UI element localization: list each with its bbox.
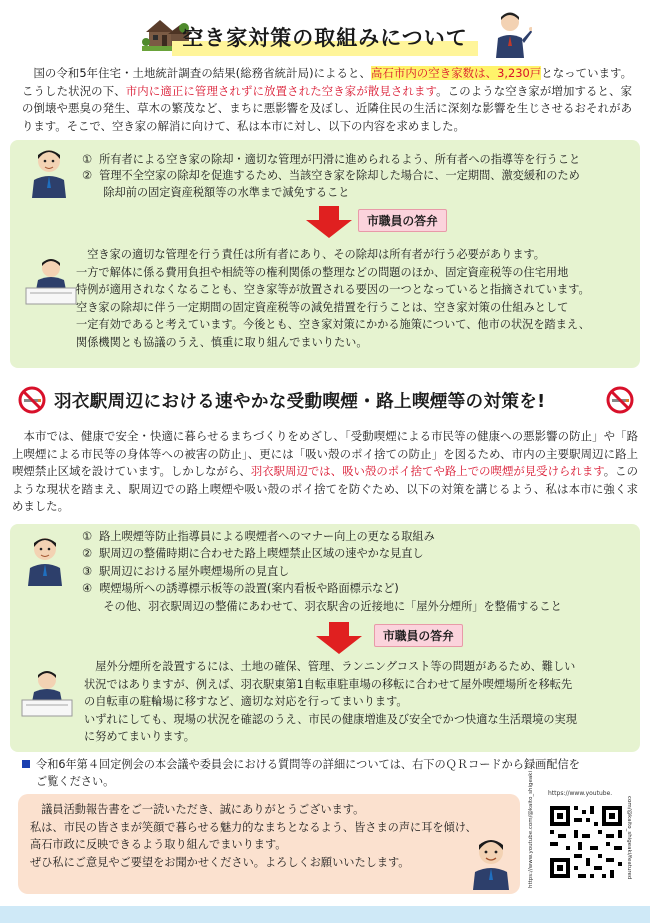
section1-intro-warning: 市内に適正に管理されずに放置された空き家が散見されます [125,83,437,98]
section2-requests [82,528,637,615]
section1-answer [76,246,636,352]
answer-line: 屋外分煙所を設置するには、土地の確保、管理、ランニングコスト等の問題があるため、難しい [84,660,576,673]
answer-line: 一方で解体に係る費用負担や相続等の権利関係の整理などの問題のほか、固定資産税等の住宅用地 [76,265,569,279]
request-item: 除却前の固定資産税額等の水準まで減免すること [82,185,350,199]
closing-message [30,801,520,871]
answer-line: いずれにしても、現場の状況を確認のうえ、市民の健康増進及び安全でかつ快適な生活環境の実現 [84,712,577,726]
section1-title: 空き家対策の取組みについて [172,18,478,56]
section2-answer [84,658,636,746]
answer-badge: 市職員の答弁 [358,209,447,232]
notice-line: 令和6年第４回定例会の本会議や委員会における質問等の詳細については、右下のＱＲコードから録画配信を [36,758,580,771]
section2-intro-warning: 羽衣駅周辺では、吸い殻のポイ捨てや路上での喫煙が見受けられます [250,464,604,478]
no-smoking-icon [606,386,634,418]
section1-requests [82,152,637,201]
councilor-icon [468,834,514,890]
official-icon [20,668,74,718]
answer-line: 空き家の適切な管理を行う責任は所有者にあり、その除却は所有者が行う必要があります。 [76,248,545,261]
request-item: ① 路上喫煙等防止指導員による喫煙者へのマナー向上の更なる取組み [82,530,435,543]
down-arrow-icon [306,206,352,242]
notice-line: ご覧ください。 [36,775,115,788]
down-arrow-icon [316,622,362,658]
closing-line: ぜひ私にご意見やご要望をお聞かせください。よろしくお願いいたします。 [30,855,410,869]
request-item: その他、羽衣駅周辺の整備にあわせて、羽衣駅舎の近接地に「屋外分煙所」を整備すること [82,599,562,613]
no-smoking-icon [18,386,46,418]
answer-line: 状況ではありますが、例えば、羽衣駅東第1自転車駐車場の移転に合わせて屋外喫煙場所を移転先 [84,677,573,691]
closing-line: 議員活動報告書をご一読いただき、誠にありがとうございます。 [30,803,365,816]
request-item: ② 駅周辺の整備時期に合わせた路上喫煙禁止区域の速やかな見直し [82,547,424,561]
section2-intro-p1: 本市では、健康で安全・快適に暮らせるまちづくりをめざし、「受動喫煙による市民等の健康への悪影響の防止」や「路上喫煙による市民等の身体等への被害の防止」、更には「吸い殻のポイ捨ての防止」を図るため、市内の主要駅周辺に路上喫煙禁止区域を設けています。しかしながら、 [12,429,638,478]
qr-url-right: com/@kaito_shigeaki/featured [626,796,632,880]
answer-line: 特例が適用されなくなることも、空き家等が放置される要因の一つとなっていると指摘されています。 [76,283,590,297]
request-item: ④ 喫煙場所への誘導標示板等の設置(案内看板や路面標示など) [82,582,399,596]
answer-line: の自転車の駐輪場に移すなど、適切な対応を行ってまいります。 [84,695,408,709]
answer-line: に努めてまいります。 [84,730,195,744]
request-item: ① 所有者による空き家の除却・適切な管理が円滑に進められるよう、所有者への指導等を行うこと [82,153,581,166]
section2-intro [12,428,638,516]
councilor-icon [28,146,70,198]
bullet-square [22,760,30,768]
footer-bar [0,906,650,923]
request-item: ② 管理不全空家の除却を促進するため、当該空き家を除却した場合に、一定期間、激変緩和のため [82,169,580,183]
qr-url-top: https://www.youtube. [548,790,613,797]
answer-badge: 市職員の答弁 [374,624,463,647]
section2-title: 羽衣駅周辺における速やかな受動喫煙・路上喫煙等の対策を! [54,392,546,412]
closing-line: 私は、市民の皆さまが笑顔で暮らせる魅力的なまちとなるよう、皆さまの声に耳を傾け、 [30,820,477,834]
section1-intro-p3: 。このような空き家が増加すると、家の倒壊や悪臭の発生、草木の繁茂など、まちに悪影響を及ぼし、近隣住民の生活に深刻な影響を生じさせるおそれがあります。そこで、空き家の解消に向けて、私は本市に対し、以下の内容を求めました。 [22,83,632,133]
section1-title-wrap [0,18,650,58]
recording-notice [22,756,642,790]
section1-intro-p2: となっています。こうした状況の下、 [22,66,633,98]
councilor-icon [24,534,66,586]
section1-intro [22,65,632,135]
section2-intro-p2: 。このような現状を踏まえ、駅周辺での路上喫煙や吸い殻のポイ捨てを防ぐため、以下の対策を講じるよう、私は本市に強く求めました。 [12,464,638,513]
qr-code[interactable] [546,802,626,882]
closing-line: 高石市政に反映できるよう取り組んでまいります。 [30,838,287,852]
answer-line: 一定有効であると考えています。今後とも、空き家対策にかかる施策について、他市の状況を踏まえ、 [76,318,590,332]
vacant-house-count: 高石市内の空き家数は、3,230戸 [370,66,542,80]
presenter-icon [488,10,532,60]
answer-line: 関係機関とも協議のうえ、慎重に取り組んでまいりたい。 [76,335,368,349]
request-item: ③ 駅周辺における屋外喫煙場所の見直し [82,564,290,578]
answer-line: 空き家の除却に伴う一定期間の固定資産税等の減免措置を行うことは、空き家対策の仕組みとして [76,300,569,314]
official-icon [24,256,78,306]
qr-url-left: https://www.youtube.com/@kaito_shigeaki [528,770,534,888]
section1-intro-p1: 国の令和5年住宅・土地統計調査の結果(総務省統計局)によると、 [22,66,371,80]
